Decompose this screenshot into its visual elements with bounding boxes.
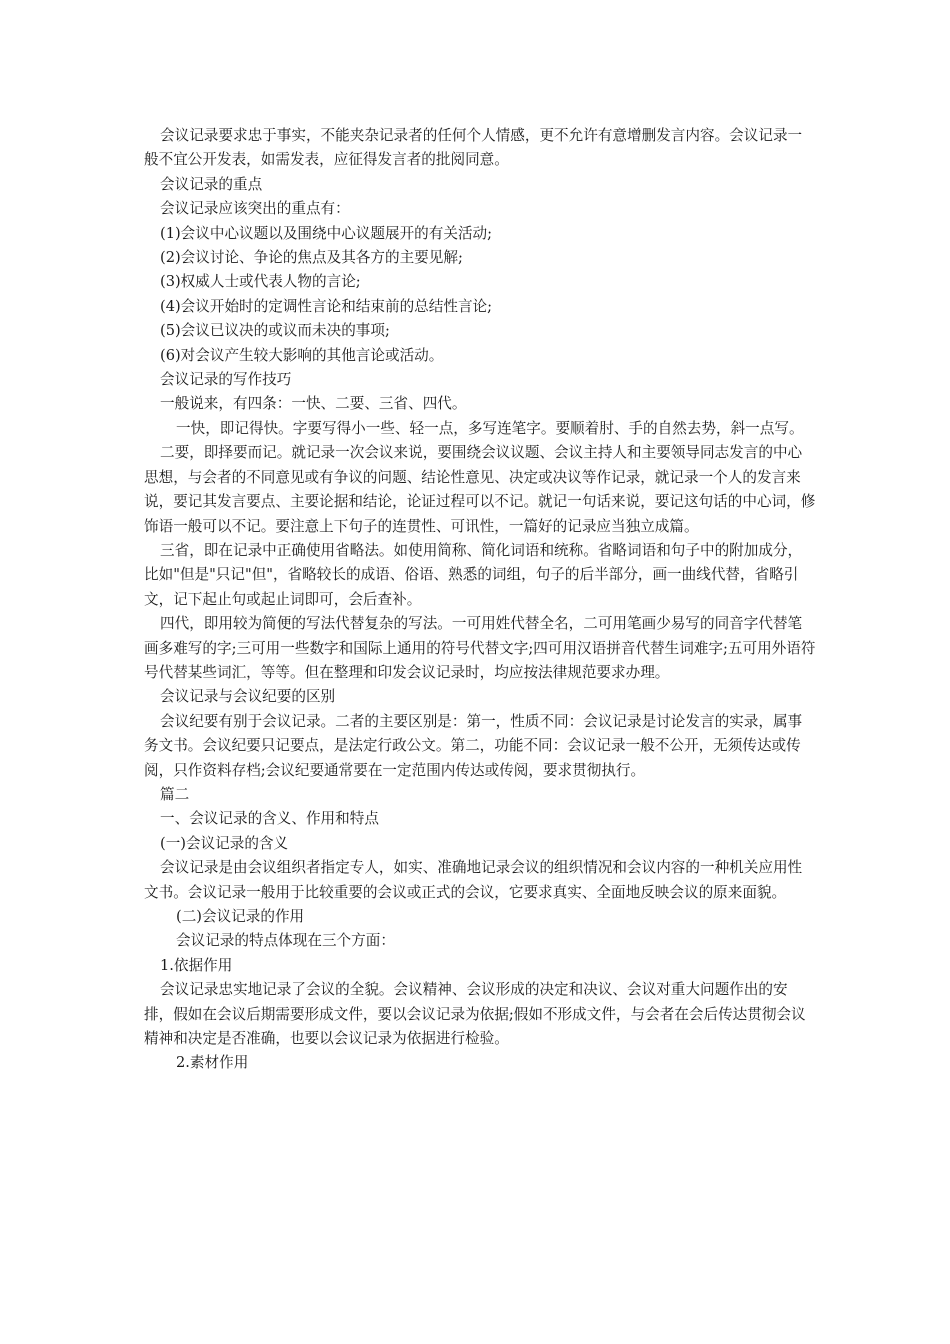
paragraph: 一般说来，有四条：一快、二要、三省、四代。 (160, 395, 467, 413)
list-item: (4)会议开始时的定调性言论和结束前的总结性言论; (160, 297, 493, 315)
numbered-heading: 1.依据作用 (160, 956, 233, 974)
section-heading: 会议记录与会议纪要的区别 (160, 688, 336, 706)
section-heading: 一、会议记录的含义、作用和特点 (160, 810, 379, 828)
numbered-heading: 2.素材作用 (176, 1054, 249, 1072)
list-item: (2)会议讨论、争论的焦点及其各方的主要见解; (160, 249, 463, 267)
document-body (144, 124, 816, 1076)
paragraph: 会议记录应该突出的重点有： (160, 200, 350, 218)
part-heading: 篇二 (160, 785, 190, 803)
paragraph: 四代，即用较为简便的写法代替复杂的写法。一可用姓代替全名，二可用笔画少易写的同音字代替笔画多难写的字;三可用一些数字和国际上通用的符号代替文字;四可用汉语拼音代替生词难字;五可用外语符号代替某些词汇，等等。但在整理和印发会议记录时，均应按法律规范要求办理。 (144, 615, 816, 681)
paragraph: 会议记录的特点体现在三个方面： (176, 932, 395, 950)
paragraph: 会议记录忠实地记录了会议的全貌。会议精神、会议形成的决定和决议、会议对重大问题作出的安排，假如在会议后期需要形成文件，要以会议记录为依据;假如不形成文件，与会者在会后传达贯彻会议精神和决定是否准确，也要以会议记录为依据进行检验。 (144, 981, 806, 1048)
section-heading: 会议记录的写作技巧 (160, 371, 292, 389)
paragraph: 三省，即在记录中正确使用省略法。如使用简称、简化词语和统称。省略词语和句子中的附加成分，比如"但是"只记"但"，省略较长的成语、俗语、熟悉的词组，句子的后半部分，画一曲线代替，省略引文，记下起止句或起止词即可，会后查补。 (144, 541, 803, 608)
subsection-heading: (二)会议记录的作用 (176, 908, 305, 925)
list-item: (3)权威人士或代表人物的言论; (160, 273, 361, 291)
paragraph: 二要，即择要而记。就记录一次会议来说，要围绕会议议题、会议主持人和主要领导同志发言的中心思想，与会者的不同意见或有争议的问题、结论性意见、决定或决议等作记录，就记录一个人的发言来说，要记其发言要点、主要论据和结论，论证过程可以不记。就记一句话来说，要记这句话的中心词，修饰语一般可以不记。要注意上下句子的连贯性、可讯性，一篇好的记录应当独立成篇。 (144, 444, 816, 535)
paragraph: 会议记录要求忠于事实，不能夹杂记录者的任何个人情感，更不允许有意增删发言内容。会议记录一般不宜公开发表，如需发表，应征得发言者的批阅同意。 (144, 127, 803, 169)
paragraph: 一快，即记得快。字要写得小一些、轻一点，多写连笔字。要顺着肘、手的自然去势，斜一点写。 (176, 419, 804, 437)
section-heading: 会议记录的重点 (160, 175, 263, 193)
list-item: (6)对会议产生较大影响的其他言论或活动。 (160, 346, 444, 364)
list-item: (5)会议已议决的或议而未决的事项; (160, 322, 390, 340)
paragraph: 会议纪要有别于会议记录。二者的主要区别是：第一，性质不同：会议记录是讨论发言的实录，属事务文书。会议纪要只记要点，是法定行政公文。第二，功能不同：会议记录一般不公开，无须传达或传阅，只作资料存档;会议纪要通常要在一定范围内传达或传阅，要求贯彻执行。 (144, 712, 803, 779)
paragraph: 会议记录是由会议组织者指定专人，如实、准确地记录会议的组织情况和会议内容的一种机关应用性文书。会议记录一般用于比较重要的会议或正式的会议，它要求真实、全面地反映会议的原来面貌。 (144, 859, 803, 901)
list-item: (1)会议中心议题以及围绕中心议题展开的有关活动; (160, 224, 493, 242)
subsection-heading: (一)会议记录的含义 (160, 834, 289, 852)
